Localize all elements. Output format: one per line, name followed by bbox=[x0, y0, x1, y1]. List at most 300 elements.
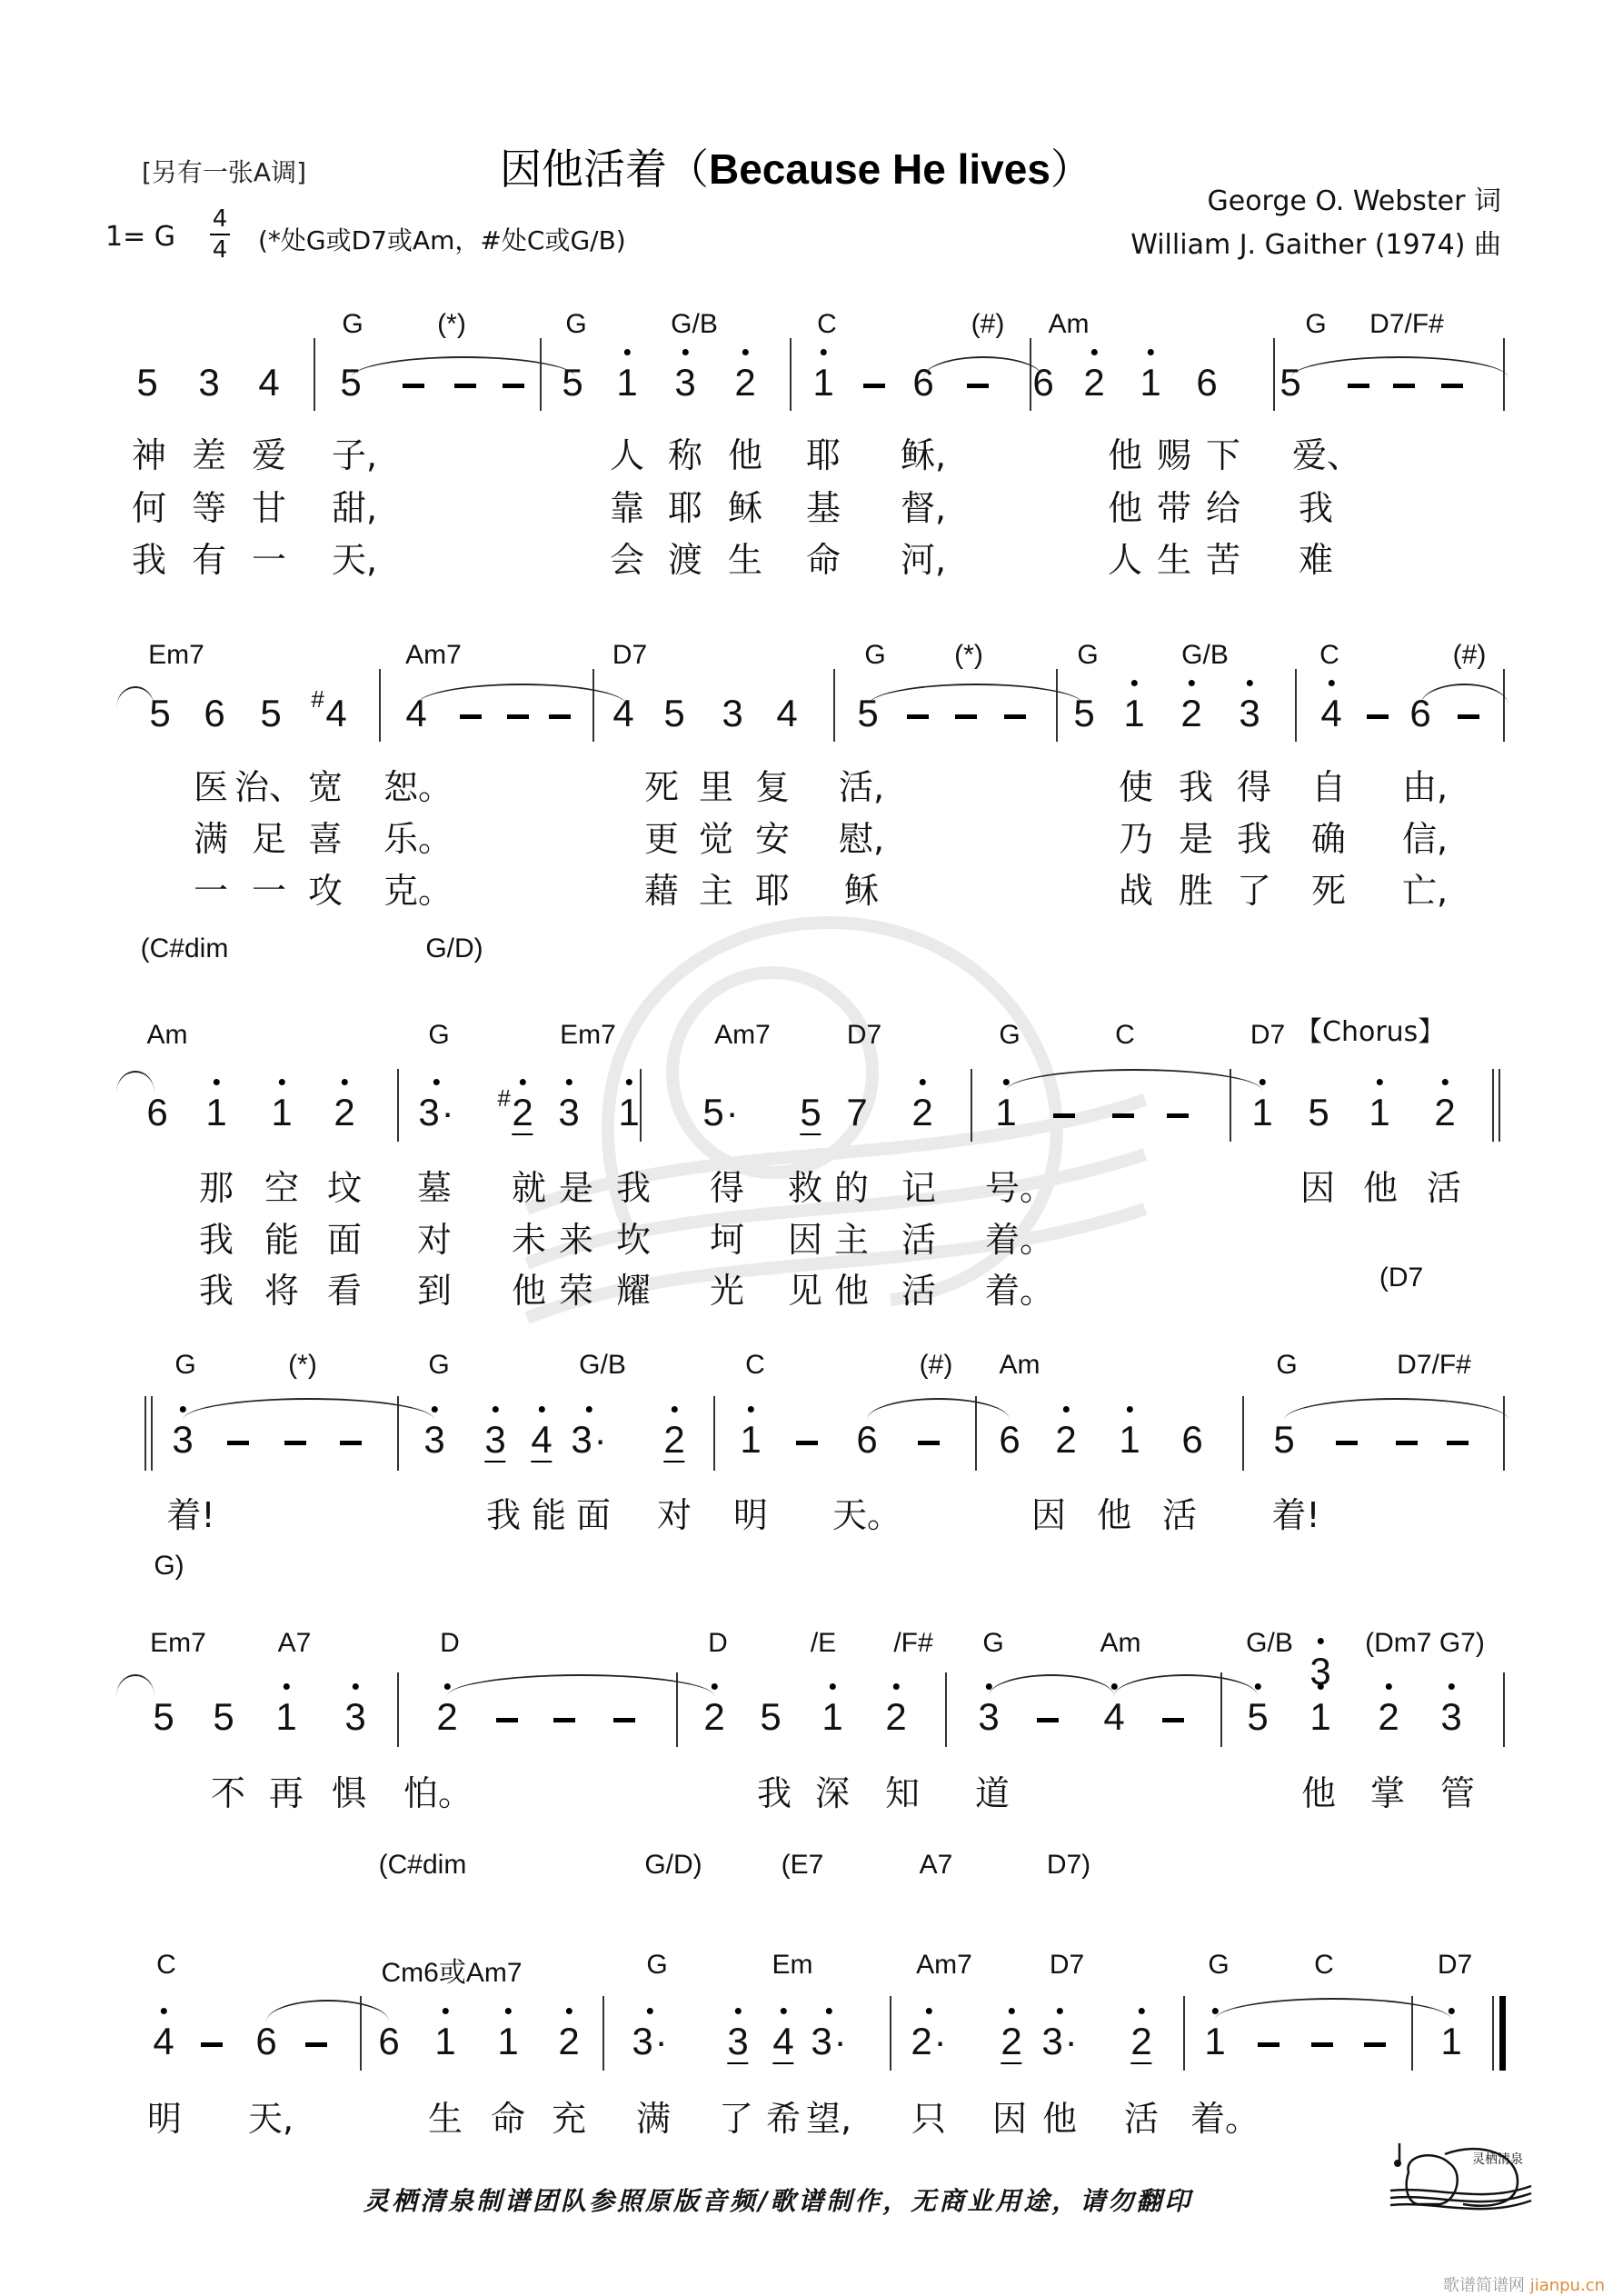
note-digit: 1 bbox=[1369, 1091, 1390, 1133]
lyric-syllable: 何 bbox=[131, 488, 167, 528]
octave-dot-icon bbox=[1211, 2008, 1218, 2014]
jianpu-note bbox=[260, 694, 281, 733]
lyric-syllable: 治、 bbox=[234, 767, 304, 807]
lyric-syllable: 给 bbox=[1205, 488, 1241, 528]
svg-text:灵栖清泉: 灵栖清泉 bbox=[1472, 2152, 1523, 2167]
lyric-syllable: 医 bbox=[193, 767, 229, 807]
note-digit: 2 bbox=[1083, 361, 1105, 404]
sustain-dash bbox=[340, 1441, 362, 1445]
lyric-syllable: 掌 bbox=[1369, 1773, 1406, 1813]
augmentation-dot-icon: · bbox=[441, 1091, 454, 1133]
lyric-syllable: 攻 bbox=[307, 871, 344, 911]
sustain-dash bbox=[1053, 1113, 1075, 1118]
octave-dot-icon bbox=[1385, 1683, 1391, 1690]
lyric-syllable: 生 bbox=[727, 540, 763, 580]
note-digit: 1 bbox=[740, 1418, 762, 1461]
lyric-syllable: 安 bbox=[754, 819, 791, 859]
jianpu-note bbox=[497, 2022, 518, 2061]
lyric-syllable: 管 bbox=[1439, 1773, 1476, 1813]
jianpu-note bbox=[1251, 1093, 1272, 1132]
octave-dot-icon bbox=[1126, 1406, 1132, 1413]
barline bbox=[379, 669, 381, 742]
octave-dot-icon bbox=[492, 1406, 498, 1413]
note-digit: 2 bbox=[911, 1091, 933, 1133]
alt-chord-symbol: G/D) bbox=[644, 1850, 702, 1880]
chord-symbol: Em7 bbox=[560, 1020, 616, 1050]
jianpu-note bbox=[812, 361, 834, 404]
lyric-syllable: 我 bbox=[1178, 767, 1214, 807]
jianpu-note bbox=[558, 2022, 579, 2061]
lyric-syllable: 耀 bbox=[615, 1271, 652, 1311]
lyric-syllable: 称 bbox=[667, 435, 703, 475]
chord-symbol: Am7 bbox=[405, 640, 462, 670]
lyric-syllable: 宽 bbox=[307, 767, 344, 807]
octave-dot-icon bbox=[1376, 1079, 1382, 1085]
lyric-syllable: 我 bbox=[756, 1773, 792, 1813]
sustain-dash bbox=[796, 1441, 818, 1445]
lyric-syllable: 甜, bbox=[331, 488, 378, 528]
lyric-syllable: 战 bbox=[1118, 871, 1154, 911]
barline bbox=[1183, 1996, 1185, 2071]
note-digit: 5 bbox=[1308, 1091, 1329, 1133]
jianpu-note bbox=[205, 1093, 226, 1132]
slur-tie bbox=[1284, 1398, 1508, 1420]
note-digit: 5 bbox=[340, 361, 362, 404]
jianpu-note bbox=[740, 1418, 762, 1461]
lyric-syllable: 主 bbox=[698, 871, 734, 911]
note-digit: 2 bbox=[703, 1695, 725, 1738]
lyric-syllable: 了 bbox=[1236, 871, 1272, 911]
lyric-syllable: 活 bbox=[901, 1220, 937, 1260]
chord-symbol: G bbox=[1208, 1950, 1230, 1980]
octave-dot-icon bbox=[1002, 1079, 1009, 1085]
note-digit: 1 bbox=[275, 1695, 297, 1738]
lyric-syllable: 复 bbox=[754, 767, 791, 807]
jianpu-note bbox=[136, 361, 158, 404]
octave-dot-icon bbox=[734, 2008, 741, 2014]
lyric-syllable: 生 bbox=[427, 2099, 463, 2139]
note-digit: 1 bbox=[1251, 1091, 1273, 1133]
sustain-dash bbox=[613, 1718, 635, 1722]
lyric-syllable: 耶 bbox=[754, 871, 791, 911]
lyric-syllable: 着。 bbox=[1190, 2099, 1260, 2139]
note-digit: 6 bbox=[856, 1418, 878, 1461]
note-digit: 3 bbox=[632, 2020, 653, 2062]
octave-dot-icon bbox=[1138, 2008, 1144, 2014]
jianpu-note bbox=[911, 1093, 932, 1132]
alt-chord-symbol: (E7 bbox=[781, 1850, 824, 1880]
barline bbox=[945, 1672, 947, 1747]
lyric-syllable: 天, bbox=[331, 540, 378, 580]
barline bbox=[397, 1672, 399, 1747]
sustain-dash bbox=[227, 1441, 249, 1445]
note-digit: 1 bbox=[616, 361, 638, 404]
jianpu-note bbox=[911, 2022, 946, 2061]
note-digit: 5 bbox=[663, 692, 685, 734]
chord-symbol: A7 bbox=[277, 1628, 312, 1658]
chord-symbol: G bbox=[999, 1020, 1021, 1050]
lyric-syllable: 因 bbox=[991, 2099, 1028, 2139]
lyric-syllable: 见 bbox=[787, 1271, 823, 1311]
jianpu-note bbox=[978, 1695, 1000, 1738]
note-digit: 3 bbox=[674, 361, 696, 404]
lyric-syllable: 他 bbox=[833, 1271, 870, 1311]
jianpu-note bbox=[885, 1695, 907, 1738]
chord-symbol: D7/F# bbox=[1369, 309, 1444, 339]
note-digit: 5 bbox=[153, 1695, 174, 1738]
lyric-syllable: 惧 bbox=[331, 1773, 367, 1813]
lyric-syllable: 再 bbox=[268, 1773, 304, 1813]
chord-symbol: G bbox=[1077, 640, 1099, 670]
octave-dot-icon bbox=[1448, 1683, 1454, 1690]
chord-symbol: G bbox=[174, 1350, 196, 1380]
note-digit: 5 bbox=[702, 1091, 724, 1133]
chord-symbol: Am7 bbox=[714, 1020, 771, 1050]
jianpu-note bbox=[344, 1695, 366, 1738]
chord-symbol: /E bbox=[810, 1628, 837, 1658]
sustain-dash bbox=[1004, 714, 1026, 719]
barline bbox=[1273, 338, 1275, 411]
chord-symbol: G/B bbox=[579, 1350, 626, 1380]
lyric-syllable: 一 bbox=[193, 871, 229, 911]
octave-dot-icon bbox=[519, 1079, 525, 1085]
jianpu-note bbox=[497, 1084, 533, 1135]
jianpu-note bbox=[198, 361, 220, 404]
note-digit: 1 bbox=[271, 1091, 293, 1133]
lyric-syllable: 明 bbox=[732, 1495, 769, 1535]
octave-dot-icon bbox=[1147, 349, 1153, 355]
augmentation-dot-icon: · bbox=[933, 2020, 947, 2062]
sustain-dash bbox=[403, 384, 424, 388]
note-digit: 3 bbox=[198, 361, 220, 404]
note-digit: 3 bbox=[722, 692, 743, 734]
jianpu-note bbox=[1103, 1695, 1125, 1738]
chord-symbol: G bbox=[1276, 1350, 1298, 1380]
note-digit: 1 bbox=[1309, 1695, 1331, 1738]
jianpu-note bbox=[334, 1093, 354, 1132]
slur-tie bbox=[351, 356, 576, 378]
note-digit: 3 bbox=[1440, 1695, 1462, 1738]
barline bbox=[397, 1069, 399, 1142]
chord-symbol: (#) bbox=[919, 1350, 953, 1380]
note-digit: 1 bbox=[434, 2020, 456, 2062]
chord-symbol: D bbox=[708, 1628, 728, 1658]
barline bbox=[314, 338, 315, 411]
note-digit: 6 bbox=[1032, 361, 1054, 404]
note-digit: 1 bbox=[205, 1091, 227, 1133]
lyric-syllable: 喜 bbox=[307, 819, 344, 859]
jianpu-note bbox=[1440, 1695, 1462, 1738]
octave-dot-icon bbox=[711, 1683, 717, 1690]
lyric-syllable: 我 bbox=[1236, 819, 1272, 859]
chord-symbol: Em7 bbox=[150, 1628, 206, 1658]
lyric-syllable: 渡 bbox=[667, 540, 703, 580]
octave-dot-icon bbox=[341, 1079, 347, 1085]
jianpu-note bbox=[1308, 1093, 1329, 1132]
title-english: Because He lives bbox=[709, 145, 1050, 193]
chord-symbol: Am bbox=[999, 1350, 1041, 1380]
barline bbox=[602, 1996, 604, 2071]
alt-chord-symbol: A7 bbox=[919, 1850, 953, 1880]
slur-tie bbox=[116, 686, 154, 708]
note-digit: 4 bbox=[258, 361, 280, 404]
augmentation-dot-icon: · bbox=[833, 2020, 847, 2062]
lyric-syllable: 他 bbox=[727, 435, 763, 475]
note-digit: 2 bbox=[1055, 1418, 1077, 1461]
jianpu-note bbox=[1083, 361, 1105, 404]
octave-dot-icon bbox=[825, 2008, 831, 2014]
sustain-dash bbox=[1037, 1718, 1059, 1722]
note-digit: 1 bbox=[618, 1091, 640, 1133]
octave-dot-icon bbox=[682, 349, 688, 355]
lyric-syllable: 的 bbox=[833, 1168, 870, 1208]
sustain-dash bbox=[967, 384, 989, 388]
sustain-dash bbox=[1393, 384, 1415, 388]
lyric-syllable: 将 bbox=[264, 1271, 300, 1311]
augmentation-dot-icon: · bbox=[1064, 2020, 1078, 2062]
lyric-syllable: 乐。 bbox=[383, 819, 453, 859]
sustain-dash bbox=[305, 2042, 327, 2047]
note-digit: 4 bbox=[153, 2020, 174, 2062]
song-title bbox=[500, 136, 1092, 196]
lyric-syllable: 坎 bbox=[615, 1220, 652, 1260]
jianpu-note bbox=[213, 1695, 234, 1738]
jianpu-note bbox=[258, 361, 280, 404]
lyric-syllable: 使 bbox=[1118, 767, 1154, 807]
lyric-syllable: 我 bbox=[485, 1495, 522, 1535]
lyric-syllable: 空 bbox=[264, 1168, 300, 1208]
jianpu-note bbox=[1320, 694, 1341, 733]
key-signature: 1= G bbox=[105, 221, 176, 253]
note-digit: 6 bbox=[204, 692, 225, 734]
note-digit: 4 bbox=[772, 2020, 794, 2062]
lyric-syllable: 督, bbox=[900, 488, 947, 528]
octave-dot-icon bbox=[820, 349, 826, 355]
jianpu-note bbox=[1130, 2022, 1151, 2064]
note-digit: 5 bbox=[136, 361, 158, 404]
octave-dot-icon bbox=[504, 2008, 511, 2014]
slur-tie bbox=[447, 1674, 714, 1696]
sharp-icon: # bbox=[311, 685, 324, 713]
note-digit: 1 bbox=[821, 1695, 843, 1738]
note-digit: 1 bbox=[1119, 1418, 1140, 1461]
jianpu-note bbox=[1180, 694, 1201, 733]
sustain-dash bbox=[1447, 1441, 1469, 1445]
sustain-dash bbox=[1348, 384, 1369, 388]
sustain-dash bbox=[454, 384, 476, 388]
lyric-syllable: 稣 bbox=[727, 488, 763, 528]
augmentation-dot-icon: · bbox=[593, 1418, 607, 1461]
lyric-syllable: 记 bbox=[901, 1168, 937, 1208]
sustain-dash bbox=[1396, 1441, 1418, 1445]
slur-tie bbox=[416, 684, 627, 705]
lyric-syllable: 主 bbox=[833, 1220, 870, 1260]
octave-dot-icon bbox=[442, 2008, 448, 2014]
jianpu-note bbox=[275, 1695, 297, 1738]
octave-dot-icon bbox=[213, 1079, 219, 1085]
jianpu-note bbox=[1123, 694, 1144, 733]
lyric-syllable: 差 bbox=[191, 435, 227, 475]
chord-symbol: D7/F# bbox=[1397, 1350, 1471, 1380]
lyric-syllable: 他 bbox=[1096, 1495, 1132, 1535]
note-digit: 6 bbox=[1181, 1418, 1203, 1461]
octave-dot-icon bbox=[1110, 1683, 1117, 1690]
jianpu-note bbox=[146, 1093, 167, 1132]
jianpu-note bbox=[558, 1093, 579, 1132]
lyric-syllable: 基 bbox=[805, 488, 841, 528]
lyric-syllable: 能 bbox=[264, 1220, 300, 1260]
note-digit: 6 bbox=[1409, 692, 1431, 734]
lyric-syllable: 乃 bbox=[1118, 819, 1154, 859]
chord-symbol: C bbox=[156, 1950, 176, 1980]
alt-chord-symbol: D7) bbox=[1046, 1850, 1091, 1880]
jianpu-note bbox=[153, 1695, 174, 1738]
lyric-syllable: 号。 bbox=[984, 1168, 1055, 1208]
note-digit: 6 bbox=[146, 1091, 168, 1133]
jianpu-note bbox=[434, 2022, 455, 2061]
chord-symbol: G bbox=[428, 1020, 450, 1050]
lyric-syllable: 命 bbox=[490, 2099, 526, 2139]
lyric-syllable: 人 bbox=[1107, 540, 1143, 580]
note-digit: 6 bbox=[999, 1418, 1021, 1461]
lyric-syllable: 望, bbox=[805, 2099, 852, 2139]
alt-chord-symbol: G/D) bbox=[425, 933, 483, 963]
note-digit: 1 bbox=[497, 2020, 519, 2062]
jianpu-note bbox=[632, 2022, 667, 2061]
jianpu-note bbox=[776, 694, 797, 733]
lyric-syllable: 藉 bbox=[643, 871, 680, 911]
barline bbox=[1242, 1396, 1244, 1471]
note-digit: 5 bbox=[857, 692, 879, 734]
lyric-syllable: 稣, bbox=[900, 435, 947, 475]
sustain-dash bbox=[907, 714, 929, 719]
lyric-syllable: 明 bbox=[146, 2099, 183, 2139]
chord-symbol: (Dm7 G7) bbox=[1365, 1628, 1485, 1658]
note-digit: 1 bbox=[1123, 692, 1145, 734]
lyric-syllable: 耶 bbox=[667, 488, 703, 528]
composer-credit: William J. Gaither (1974) 曲 bbox=[1130, 229, 1501, 261]
lyric-syllable: 光 bbox=[709, 1271, 745, 1311]
lyric-syllable: 着。 bbox=[984, 1220, 1055, 1260]
octave-dot-icon bbox=[1246, 680, 1252, 686]
chord-symbol: G bbox=[982, 1628, 1004, 1658]
lyric-syllable: 稣 bbox=[843, 871, 880, 911]
octave-dot-icon bbox=[623, 349, 630, 355]
jianpu-note bbox=[378, 2022, 399, 2061]
chord-symbol: Cm6或Am7 bbox=[381, 1958, 523, 1988]
octave-dot-icon bbox=[1254, 1683, 1260, 1690]
jianpu-note bbox=[618, 1093, 639, 1132]
lyric-syllable: 死 bbox=[1310, 871, 1347, 911]
lyric-syllable: 足 bbox=[251, 819, 287, 859]
jianpu-note bbox=[703, 1695, 725, 1738]
note-digit: 5 bbox=[1073, 692, 1095, 734]
chord-symbol: C bbox=[745, 1350, 765, 1380]
alt-chord-symbol: (D7 bbox=[1379, 1263, 1424, 1293]
jianpu-note bbox=[271, 1093, 292, 1132]
lyric-syllable: 看 bbox=[326, 1271, 363, 1311]
lyric-syllable: 会 bbox=[609, 540, 645, 580]
lyric-syllable: 道 bbox=[974, 1773, 1011, 1813]
jianpu-note bbox=[1273, 1418, 1295, 1461]
jianpu-note bbox=[172, 1418, 194, 1461]
chord-symbol: (*) bbox=[288, 1350, 317, 1380]
lyric-syllable: 他 bbox=[511, 1271, 547, 1311]
jianpu-note bbox=[616, 361, 638, 404]
chord-symbol: C bbox=[1319, 640, 1339, 670]
lyric-syllable: 天, bbox=[247, 2099, 294, 2139]
chord-symbol: D7 bbox=[1250, 1020, 1286, 1050]
augmentation-dot-icon: · bbox=[725, 1091, 739, 1133]
chord-symbol: D7 bbox=[612, 640, 648, 670]
octave-dot-icon bbox=[892, 1683, 899, 1690]
note-digit: 3 bbox=[571, 1418, 592, 1461]
lyric-syllable: 不 bbox=[210, 1773, 246, 1813]
note-digit: 5 bbox=[800, 1091, 821, 1133]
slur-tie bbox=[989, 1674, 1114, 1696]
lyric-syllable: 得 bbox=[1236, 767, 1272, 807]
time-signature bbox=[210, 207, 230, 262]
lyric-syllable: 未 bbox=[511, 1220, 547, 1260]
lyric-syllable: 知 bbox=[884, 1773, 921, 1813]
chord-symbol: G bbox=[1305, 309, 1327, 339]
jianpu-note bbox=[1434, 1093, 1455, 1132]
barline bbox=[1503, 1396, 1505, 1471]
sheep-logo-icon bbox=[1381, 2136, 1536, 2227]
chord-symbol: Am bbox=[1100, 1628, 1141, 1658]
note-digit: 1 bbox=[1140, 361, 1161, 404]
jianpu-note bbox=[1247, 1695, 1269, 1738]
lyric-syllable: 因 bbox=[787, 1220, 823, 1260]
sustain-dash bbox=[1258, 2042, 1279, 2047]
jianpu-note bbox=[734, 361, 756, 404]
octave-dot-icon bbox=[565, 1079, 572, 1085]
note-digit: 3 bbox=[1239, 692, 1260, 734]
note-digit: 5 bbox=[1279, 361, 1301, 404]
slur-tie bbox=[266, 2000, 389, 2021]
jianpu-note bbox=[1140, 361, 1161, 404]
octave-dot-icon bbox=[1441, 1079, 1448, 1085]
sustain-dash bbox=[863, 384, 885, 388]
barline bbox=[1295, 669, 1297, 742]
note-digit: 1 bbox=[1204, 2020, 1226, 2062]
double-barline bbox=[144, 1396, 154, 1471]
octave-dot-icon bbox=[829, 1683, 835, 1690]
note-digit: 3 bbox=[727, 2020, 749, 2062]
note-digit: 3 bbox=[344, 1695, 366, 1738]
barline bbox=[1503, 669, 1505, 742]
octave-dot-icon bbox=[352, 1683, 358, 1690]
jianpu-note bbox=[1196, 361, 1218, 404]
octave-dot-icon bbox=[160, 2008, 166, 2014]
jianpu-note bbox=[999, 1418, 1021, 1461]
octave-dot-icon bbox=[742, 349, 748, 355]
lyric-syllable: 他 bbox=[1041, 2099, 1078, 2139]
jianpu-note bbox=[255, 2022, 276, 2061]
note-digit: 2 bbox=[1180, 692, 1202, 734]
jianpu-note bbox=[418, 1093, 453, 1132]
lyric-syllable: 是 bbox=[558, 1168, 594, 1208]
lyric-syllable: 亡, bbox=[1401, 871, 1449, 911]
note-digit: 5 bbox=[760, 1695, 782, 1738]
lyric-syllable: 信, bbox=[1401, 819, 1449, 859]
barline bbox=[592, 669, 594, 742]
note-digit: 6 bbox=[1196, 361, 1218, 404]
sustain-dash bbox=[201, 2042, 223, 2047]
lyric-syllable: 到 bbox=[416, 1271, 453, 1311]
jianpu-note bbox=[663, 1418, 685, 1462]
jianpu-note bbox=[856, 1418, 878, 1461]
